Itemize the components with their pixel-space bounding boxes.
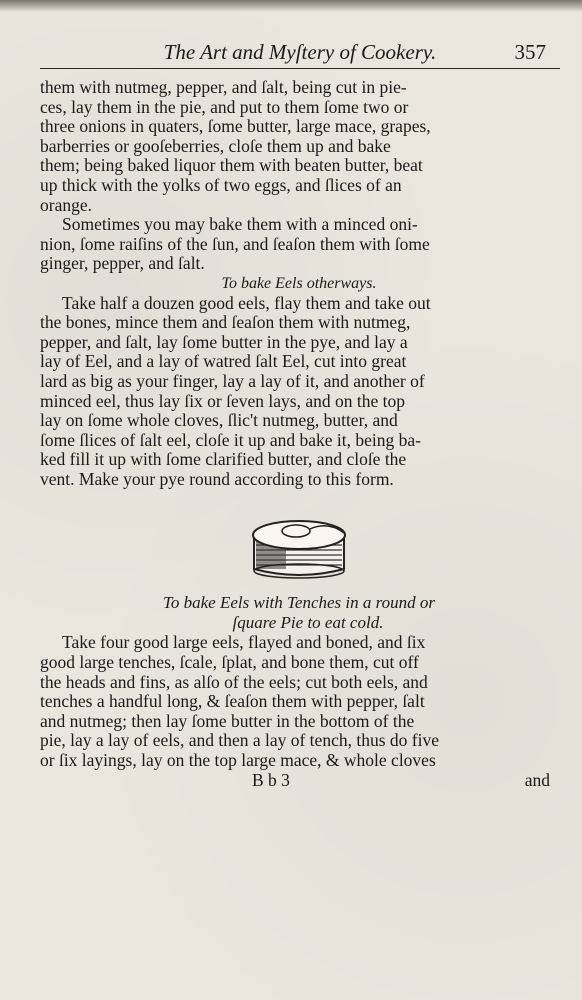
page-top-edge (0, 0, 582, 12)
page-text (40, 78, 558, 791)
round-pie-dish-icon (244, 511, 354, 579)
recipe-heading: To bake Eels with Tenches in a round or (162, 593, 435, 613)
text-line: the bones, mince them and ſeaſon them with nutmeg, (40, 312, 411, 333)
text-line: three onions in quaters, ſome butter, large mace, grapes, (40, 116, 431, 137)
running-title: The Art and Myſtery of Cookery. (163, 40, 437, 64)
text-line: Take half a douzen good eels, flay them and take out (62, 292, 431, 313)
text-line: ginger, pepper, and ſalt. (40, 253, 205, 274)
text-line: pepper, and ſalt, lay ſome butter in the pye, and lay a (40, 331, 408, 352)
running-head (40, 40, 560, 69)
text-line: barberries or gooſeberries, cloſe them up and bake (40, 135, 391, 156)
text-line: Take four good large eels, flayed and boned, and ſix (62, 632, 426, 653)
text-line: ked fill it up with ſome clarified butter, and cloſe the (40, 449, 407, 470)
text-line: minced eel, thus lay ſix or ſeven lays, and on the top (40, 390, 405, 411)
text-line: the heads and fins, as alſo of the eels; cut both eels, and (40, 671, 428, 692)
text-line: lay on ſome whole cloves, ſlic't nutmeg, butter, and (40, 410, 398, 431)
catchword: and (524, 769, 550, 790)
text-line: or ſix layings, lay on the top large mace, & whole cloves (40, 750, 436, 771)
recipe-heading-continued: ſquare Pie to eat cold. (232, 613, 384, 633)
page-footer (40, 771, 558, 791)
text-line: up thick with the yolks of two eggs, and ſlices of an (40, 174, 402, 195)
text-line: orange. (40, 194, 92, 215)
text-line: ſome ſlices of ſalt eel, cloſe it up and bake it, being ba- (40, 429, 421, 450)
text-line: Sometimes you may bake them with a minced oni- (62, 214, 418, 235)
text-line: lard as big as your finger, lay a lay of it, and another of (40, 370, 425, 391)
text-line: and nutmeg; then lay ſome butter in the bottom of the (40, 710, 415, 731)
text-line: vent. Make your pye round according to this form. (40, 468, 394, 489)
text-line: good large tenches, ſcale, ſplat, and bone them, cut off (40, 652, 419, 673)
text-line: tenches a handful long, & ſeaſon them with pepper, ſalt (40, 691, 425, 712)
signature-mark: B b 3 (252, 769, 290, 790)
text-line: them with nutmeg, pepper, and ſalt, being cut in pie- (40, 77, 407, 97)
recipe-heading: To bake Eels otherways. (221, 274, 377, 292)
text-line: ces, lay them in the pie, and put to them ſome two or (40, 96, 409, 117)
text-line: lay of Eel, and a lay of watred ſalt Eel, cut into great (40, 351, 407, 372)
page-number: 357 (514, 40, 546, 64)
text-line: them; being baked liquor them with beaten butter, beat (40, 155, 423, 176)
text-line: nion, ſome raiſins of the ſun, and ſeaſon them with ſome (40, 233, 430, 254)
text-line: pie, lay a lay of eels, and then a lay of tench, thus do five (40, 730, 439, 751)
